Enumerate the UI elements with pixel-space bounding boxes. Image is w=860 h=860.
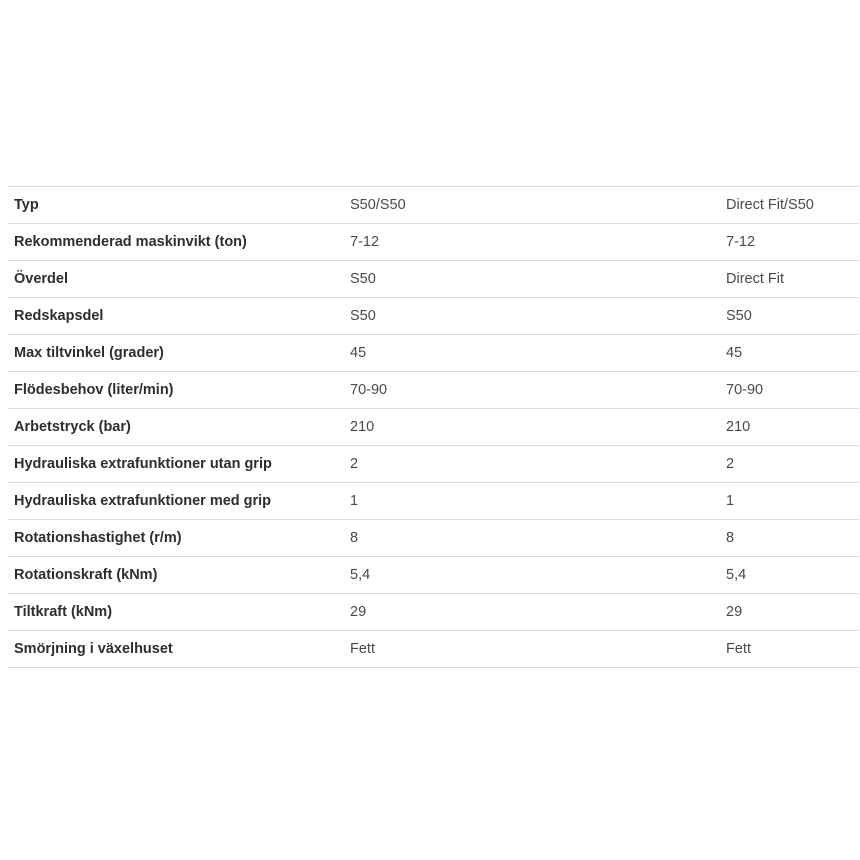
table-row — [8, 372, 859, 409]
table-row — [8, 224, 859, 261]
row-value-2: 7-12 — [720, 224, 859, 261]
row-label: Redskapsdel — [8, 298, 344, 335]
row-value-1: 7-12 — [344, 224, 720, 261]
row-label: Hydrauliska extrafunktioner med grip — [8, 483, 344, 520]
table-row — [8, 483, 859, 520]
row-value-2: 2 — [720, 446, 859, 483]
table-row — [8, 187, 859, 224]
row-value-2: Direct Fit — [720, 261, 859, 298]
row-value-1: 29 — [344, 594, 720, 631]
row-value-1: 2 — [344, 446, 720, 483]
table-row — [8, 261, 859, 298]
row-value-2: 5,4 — [720, 557, 859, 594]
row-value-1: S50 — [344, 298, 720, 335]
row-label: Flödesbehov (liter/min) — [8, 372, 344, 409]
row-value-2: 1 — [720, 483, 859, 520]
row-value-2: 29 — [720, 594, 859, 631]
spec-table-body — [8, 187, 859, 668]
row-value-1: 45 — [344, 335, 720, 372]
row-value-2: 45 — [720, 335, 859, 372]
row-value-2: 210 — [720, 409, 859, 446]
row-label: Rotationskraft (kNm) — [8, 557, 344, 594]
row-value-2: S50 — [720, 298, 859, 335]
table-row — [8, 520, 859, 557]
table-row — [8, 594, 859, 631]
table-row — [8, 298, 859, 335]
row-value-1: 8 — [344, 520, 720, 557]
row-label: Tiltkraft (kNm) — [8, 594, 344, 631]
row-label: Överdel — [8, 261, 344, 298]
row-value-1: 1 — [344, 483, 720, 520]
row-value-2: Direct Fit/S50 — [720, 187, 859, 224]
row-label: Typ — [8, 187, 344, 224]
table-row — [8, 335, 859, 372]
row-label: Rotationshastighet (r/m) — [8, 520, 344, 557]
table-row — [8, 557, 859, 594]
spec-table — [8, 186, 859, 668]
row-value-1: 210 — [344, 409, 720, 446]
row-value-1: 5,4 — [344, 557, 720, 594]
row-value-2: 70-90 — [720, 372, 859, 409]
row-label: Rekommenderad maskinvikt (ton) — [8, 224, 344, 261]
row-value-2: Fett — [720, 631, 859, 668]
row-value-1: 70-90 — [344, 372, 720, 409]
row-value-2: 8 — [720, 520, 859, 557]
row-value-1: Fett — [344, 631, 720, 668]
row-label: Max tiltvinkel (grader) — [8, 335, 344, 372]
row-label: Arbetstryck (bar) — [8, 409, 344, 446]
table-row — [8, 409, 859, 446]
row-value-1: S50 — [344, 261, 720, 298]
row-label: Hydrauliska extrafunktioner utan grip — [8, 446, 344, 483]
row-label: Smörjning i växelhuset — [8, 631, 344, 668]
row-value-1: S50/S50 — [344, 187, 720, 224]
table-row — [8, 446, 859, 483]
table-row — [8, 631, 859, 668]
